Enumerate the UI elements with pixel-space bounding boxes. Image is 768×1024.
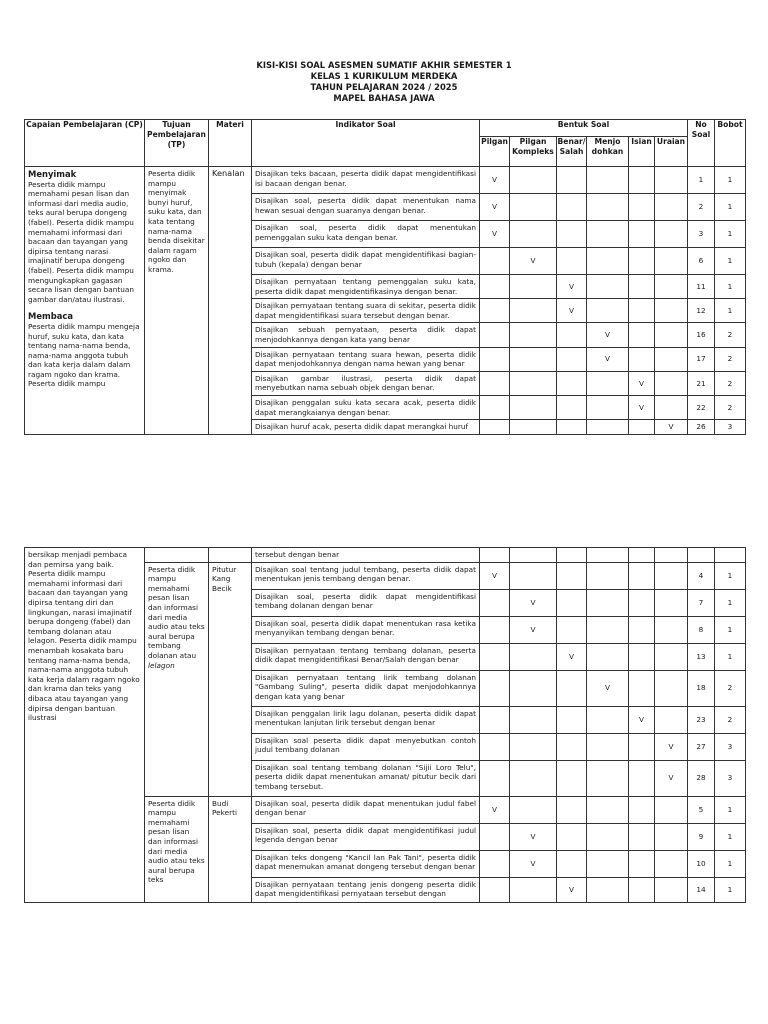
uraian-mark [655,670,688,706]
empty-cell [688,548,715,563]
uraian-mark [655,347,688,371]
benar-salah-mark [557,371,587,395]
col-pilgan-header: Pilgan [480,137,510,167]
pilgan-kompleks-mark [510,395,557,419]
no-soal-cell: 28 [688,760,715,796]
uraian-mark [655,643,688,670]
indikator-cell: Disajikan soal, peserta didik dapat mengidentifikasi bagian-tubuh (kepala) dengan benar [252,248,480,275]
no-soal-cell: 9 [688,823,715,850]
uraian-mark [655,299,688,323]
indikator-cell: Disajikan soal, peserta didik dapat menentukan judul fabel dengan benar [252,796,480,823]
isian-mark [629,420,655,435]
bobot-cell: 1 [715,194,746,221]
uraian-mark [655,850,688,877]
col-materi-header: Materi [209,120,252,167]
no-soal-cell: 21 [688,371,715,395]
indikator-cell: Disajikan penggalan lirik lagu dolanan, peserta didik dapat menentukan lanjutan lirik tersebut dengan benar [252,706,480,733]
menjodohkan-mark [587,706,629,733]
bobot-cell: 3 [715,760,746,796]
benar-salah-mark [557,347,587,371]
benar-salah-mark [557,420,587,435]
col-menjodohkan-header: Menjo dohkan [587,137,629,167]
pilgan-mark [480,733,510,760]
col-bobot-header: Bobot [715,120,746,167]
materi-cell: Pitutur Kang Becik [209,562,252,796]
no-soal-cell: 22 [688,395,715,419]
pilgan-kompleks-mark: V [510,589,557,616]
pilgan-mark [480,395,510,419]
uraian-mark [655,275,688,299]
indikator-cell: Disajikan teks dongeng "Kancil lan Pak Tani", peserta didik dapat menemukan amanat dongeng tersebut dengan benar [252,850,480,877]
tp-italic-text: lelagon [148,660,175,670]
pilgan-mark [480,323,510,347]
uraian-mark: V [655,760,688,796]
menjodohkan-mark: V [587,323,629,347]
uraian-mark [655,706,688,733]
indikator-cell: Disajikan huruf acak, peserta didik dapat merangkai huruf [252,420,480,435]
no-soal-cell: 11 [688,275,715,299]
no-soal-cell: 17 [688,347,715,371]
cp-heading-menyimak: Menyimak [28,169,77,179]
menjodohkan-mark [587,562,629,589]
pilgan-kompleks-mark [510,194,557,221]
isian-mark [629,643,655,670]
pilgan-mark: V [480,167,510,194]
pilgan-mark [480,420,510,435]
isian-mark: V [629,395,655,419]
cp-text-menyimak: Peserta didik mampu memahami pesan lisan dan informasi dari media audio, teks aural berupa dongeng (fabel). Peserta didik mampu memahami informasi dari bacaan dan tayangan yang dipirsa tentang narasi imajinatif berupa dongeng (fabel). Peserta didik mampu mengungkapkan gagasan secara lisan dengan bantuan gambar dan/atau ilustrasi. [28,179,134,304]
materi-cell: Kenalan [209,167,252,435]
col-pilgan-kompleks-header: Pilgan Kompleks [510,137,557,167]
no-soal-cell: 2 [688,194,715,221]
isian-mark: V [629,706,655,733]
cp-cell [25,167,145,435]
indikator-cell: Disajikan pernyataan tentang pemenggalan suku kata, peserta didik dapat mengidentifikasinya dengan benar. [252,275,480,299]
isian-mark [629,877,655,902]
uraian-mark [655,823,688,850]
uraian-mark [655,221,688,248]
bobot-cell: 3 [715,733,746,760]
uraian-mark [655,323,688,347]
pilgan-kompleks-mark [510,562,557,589]
benar-salah-mark: V [557,643,587,670]
no-soal-cell: 12 [688,299,715,323]
isian-mark [629,221,655,248]
isian-mark [629,589,655,616]
bobot-cell: 1 [715,643,746,670]
pilgan-mark [480,616,510,643]
no-soal-cell: 1 [688,167,715,194]
no-soal-cell: 10 [688,850,715,877]
empty-cell [715,548,746,563]
cp-cell-continued: bersikap menjadi pembaca dan pemirsa yang baik. Peserta didik mampu memahami informasi dari bacaan dan tayangan yang dipirsa tentang diri dan lingkungan, narasi imajinatif berupa dongeng (fabel) dan tembang dolanan atau lelagon. Peserta didik mampu menambah kosakata baru tentang nama-nama benda, nama-nama anggota tubuh kata kerja dalam ragam ngoko dan krama dan teks yang dibaca atau tayangan yang dipirsa dengan bantuan ilustrasi [25,548,145,903]
benar-salah-mark [557,221,587,248]
title-line-2: KELAS 1 KURIKULUM MERDEKA [310,71,458,81]
pilgan-mark [480,299,510,323]
menjodohkan-mark [587,275,629,299]
bobot-cell: 1 [715,167,746,194]
cp-heading-membaca: Membaca [28,311,74,322]
no-soal-cell: 16 [688,323,715,347]
tp-cell: Peserta didik mampu memahami pesan lisan dan informasi dari media audio atau teks aural berupa teks [145,796,209,902]
menjodohkan-mark [587,823,629,850]
isian-mark [629,760,655,796]
table-row [25,548,746,563]
uraian-mark [655,395,688,419]
indikator-cell: Disajikan soal tentang tembang dolanan "Sijii Loro Telu", peserta didik dapat menentukan amanat/ pitutur becik dari tembang tersebut. [252,760,480,796]
no-soal-cell: 6 [688,248,715,275]
pilgan-mark [480,850,510,877]
no-soal-cell: 23 [688,706,715,733]
uraian-mark [655,616,688,643]
menjodohkan-mark [587,194,629,221]
bobot-cell: 1 [715,823,746,850]
pilgan-kompleks-mark [510,167,557,194]
indikator-cell: Disajikan penggalan suku kata secara acak, peserta didik dapat merangkaianya dengan benar. [252,395,480,419]
benar-salah-mark [557,194,587,221]
pilgan-mark [480,275,510,299]
benar-salah-mark [557,589,587,616]
isian-mark [629,167,655,194]
uraian-mark [655,589,688,616]
document-title [0,60,768,104]
indikator-cell: Disajikan gambar ilustrasi, peserta didik dapat menyebutkan nama sebuah objek dengan benar. [252,371,480,395]
bobot-cell: 2 [715,670,746,706]
indikator-cell: Disajikan soal peserta didik dapat menyebutkan contoh judul tembang dolanan [252,733,480,760]
title-line-3: TAHUN PELAJARAN 2024 / 2025 [310,82,458,92]
no-soal-cell: 18 [688,670,715,706]
col-benar-salah-header: Benar/ Salah [557,137,587,167]
no-soal-cell: 13 [688,643,715,670]
pilgan-kompleks-mark: V [510,248,557,275]
benar-salah-mark [557,395,587,419]
pilgan-kompleks-mark [510,796,557,823]
menjodohkan-mark [587,420,629,435]
menjodohkan-mark [587,221,629,248]
pilgan-kompleks-mark: V [510,850,557,877]
pilgan-kompleks-mark [510,420,557,435]
bobot-cell: 1 [715,562,746,589]
pilgan-kompleks-mark [510,275,557,299]
bobot-cell: 2 [715,706,746,733]
pilgan-kompleks-mark [510,221,557,248]
benar-salah-mark [557,167,587,194]
empty-cell [629,548,655,563]
menjodohkan-mark [587,643,629,670]
pilgan-mark: V [480,562,510,589]
menjodohkan-mark: V [587,670,629,706]
no-soal-cell: 27 [688,733,715,760]
tp-text: Peserta didik mampu memahami pesan lisan dan informasi dari media audio atau teks aural berupa tembang dolanan atau [148,564,205,660]
no-soal-cell: 26 [688,420,715,435]
menjodohkan-mark [587,395,629,419]
pilgan-mark: V [480,221,510,248]
bobot-cell: 2 [715,347,746,371]
cp-text-membaca: Peserta didik mampu mengeja huruf, suku kata, dan kata tentang nama-nama benda, nama-nama anggota tubuh dan kata kerja dalam dalam ragam ngoko dan krama. Peserta didik mampu [28,321,140,389]
pilgan-kompleks-mark [510,347,557,371]
tp-cell: Peserta didik mampu menyimak bunyi huruf, suku kata, dan kata tentang nama-nama benda disekitar dalam ragam ngoko dan krama. [145,167,209,435]
benar-salah-mark [557,616,587,643]
pilgan-mark [480,589,510,616]
menjodohkan-mark [587,167,629,194]
uraian-mark [655,371,688,395]
isian-mark: V [629,371,655,395]
menjodohkan-mark [587,248,629,275]
menjodohkan-mark [587,796,629,823]
pilgan-kompleks-mark [510,760,557,796]
bobot-cell: 2 [715,395,746,419]
uraian-mark [655,194,688,221]
benar-salah-mark [557,760,587,796]
col-uraian-header: Uraian [655,137,688,167]
isian-mark [629,796,655,823]
benar-salah-mark [557,670,587,706]
pilgan-kompleks-mark [510,371,557,395]
benar-salah-mark [557,706,587,733]
col-isian-header: Isian [629,137,655,167]
benar-salah-mark [557,796,587,823]
indikator-cell: Disajikan soal, peserta didik dapat menentukan rasa ketika menyanyikan tembang dengan benar. [252,616,480,643]
bobot-cell: 1 [715,221,746,248]
materi-cell: Budi Pekerti [209,796,252,902]
no-soal-cell: 3 [688,221,715,248]
benar-salah-mark: V [557,877,587,902]
kisi-kisi-table-page-2 [24,547,746,903]
title-line-1: KISI-KISI SOAL ASESMEN SUMATIF AKHIR SEMESTER 1 [256,60,512,70]
indikator-cell: Disajikan pernyataan tentang suara di sekitar, peserta didik dapat mengidentifikasi suara tersebut dengan benar. [252,299,480,323]
bobot-cell: 1 [715,796,746,823]
col-indikator-header: Indikator Soal [252,120,480,167]
pilgan-mark [480,248,510,275]
isian-mark [629,733,655,760]
menjodohkan-mark [587,299,629,323]
indikator-cell: Disajikan sebuah pernyataan, peserta didik dapat menjodohkannya dengan kata yang benar [252,323,480,347]
empty-cell [655,548,688,563]
bobot-cell: 2 [715,371,746,395]
menjodohkan-mark [587,760,629,796]
pilgan-mark [480,371,510,395]
pilgan-kompleks-mark [510,877,557,902]
indikator-cell: Disajikan pernyataan tentang jenis dongeng peserta didik dapat mengidentifikasi pernyataan tersebut dengan [252,877,480,902]
tp-cell [145,562,209,796]
menjodohkan-mark [587,589,629,616]
isian-mark [629,347,655,371]
benar-salah-mark [557,850,587,877]
col-cp-header: Capaian Pembelajaran (CP) [25,120,145,167]
benar-salah-mark [557,323,587,347]
pilgan-mark [480,760,510,796]
isian-mark [629,616,655,643]
bobot-cell: 1 [715,589,746,616]
kisi-kisi-table-page-1 [24,119,746,435]
empty-cell [557,548,587,563]
uraian-mark [655,796,688,823]
benar-salah-mark [557,248,587,275]
benar-salah-mark [557,823,587,850]
col-bentuk-header: Bentuk Soal [480,120,688,137]
uraian-mark [655,248,688,275]
uraian-mark [655,167,688,194]
bobot-cell: 3 [715,420,746,435]
pilgan-mark [480,823,510,850]
bobot-cell: 1 [715,299,746,323]
isian-mark [629,823,655,850]
uraian-mark: V [655,420,688,435]
menjodohkan-mark [587,850,629,877]
no-soal-cell: 5 [688,796,715,823]
isian-mark [629,323,655,347]
page1-rows [25,167,746,435]
bobot-cell: 1 [715,275,746,299]
bobot-cell: 1 [715,877,746,902]
isian-mark [629,562,655,589]
uraian-mark [655,562,688,589]
indikator-cell: Disajikan soal, peserta didik dapat mengidentifikasi judul legenda dengan benar [252,823,480,850]
menjodohkan-mark [587,733,629,760]
isian-mark [629,194,655,221]
page2-rows [25,548,746,903]
isian-mark [629,850,655,877]
benar-salah-mark [557,562,587,589]
isian-mark [629,275,655,299]
empty-cell [510,548,557,563]
pilgan-kompleks-mark [510,643,557,670]
pilgan-kompleks-mark [510,299,557,323]
pilgan-kompleks-mark: V [510,616,557,643]
indikator-cell: Disajikan soal, peserta didik dapat menentukan nama hewan sesuai dengan suaranya dengan benar. [252,194,480,221]
col-no-header: No Soal [688,120,715,167]
tp-cell-empty [145,548,209,563]
indikator-cell: Disajikan soal, peserta didik dapat mengidentifikasi tembang dolanan dengan benar [252,589,480,616]
pilgan-kompleks-mark: V [510,823,557,850]
no-soal-cell: 14 [688,877,715,902]
no-soal-cell: 8 [688,616,715,643]
bobot-cell: 1 [715,850,746,877]
pilgan-mark: V [480,796,510,823]
menjodohkan-mark: V [587,347,629,371]
materi-cell-empty [209,548,252,563]
pilgan-kompleks-mark [510,733,557,760]
indikator-cell: Disajikan teks bacaan, peserta didik dapat mengidentifikasi isi bacaan dengan benar. [252,167,480,194]
indikator-cell: Disajikan pernyataan tentang suara hewan, peserta didik dapat menjodohkannya dengan nama hewan yang benar [252,347,480,371]
pilgan-kompleks-mark [510,670,557,706]
indikator-cell: Disajikan soal tentang judul tembang, peserta didik dapat menentukan jenis tembang dengan benar. [252,562,480,589]
benar-salah-mark: V [557,275,587,299]
col-tp-header: Tujuan Pembelajaran (TP) [145,120,209,167]
empty-cell [480,548,510,563]
pilgan-kompleks-mark [510,323,557,347]
menjodohkan-mark [587,616,629,643]
bobot-cell: 1 [715,248,746,275]
pilgan-mark [480,706,510,733]
uraian-mark [655,877,688,902]
pilgan-mark: V [480,194,510,221]
benar-salah-mark: V [557,299,587,323]
uraian-mark: V [655,733,688,760]
indikator-cell: Disajikan pernyataan tentang lirik tembang dolanan "Gambang Suling", peserta didik dapat menjodohkannya dengan kata yang benar [252,670,480,706]
bobot-cell: 1 [715,616,746,643]
isian-mark [629,248,655,275]
indikator-cell: Disajikan pernyataan tentang tembang dolanan, peserta didik dapat mengidentifikasi Benar/Salah dengan benar [252,643,480,670]
no-soal-cell: 7 [688,589,715,616]
pilgan-mark [480,347,510,371]
bobot-cell: 2 [715,323,746,347]
pilgan-mark [480,643,510,670]
indikator-cell: Disajikan soal, peserta didik dapat menentukan pemenggalan suku kata dengan benar. [252,221,480,248]
title-line-4: MAPEL BAHASA JAWA [333,93,435,103]
pilgan-kompleks-mark [510,706,557,733]
isian-mark [629,670,655,706]
benar-salah-mark [557,733,587,760]
no-soal-cell: 4 [688,562,715,589]
menjodohkan-mark [587,371,629,395]
table-row [25,167,746,194]
menjodohkan-mark [587,877,629,902]
isian-mark [629,299,655,323]
pilgan-mark [480,670,510,706]
pilgan-mark [480,877,510,902]
indikator-cell: tersebut dengan benar [252,548,480,563]
empty-cell [587,548,629,563]
